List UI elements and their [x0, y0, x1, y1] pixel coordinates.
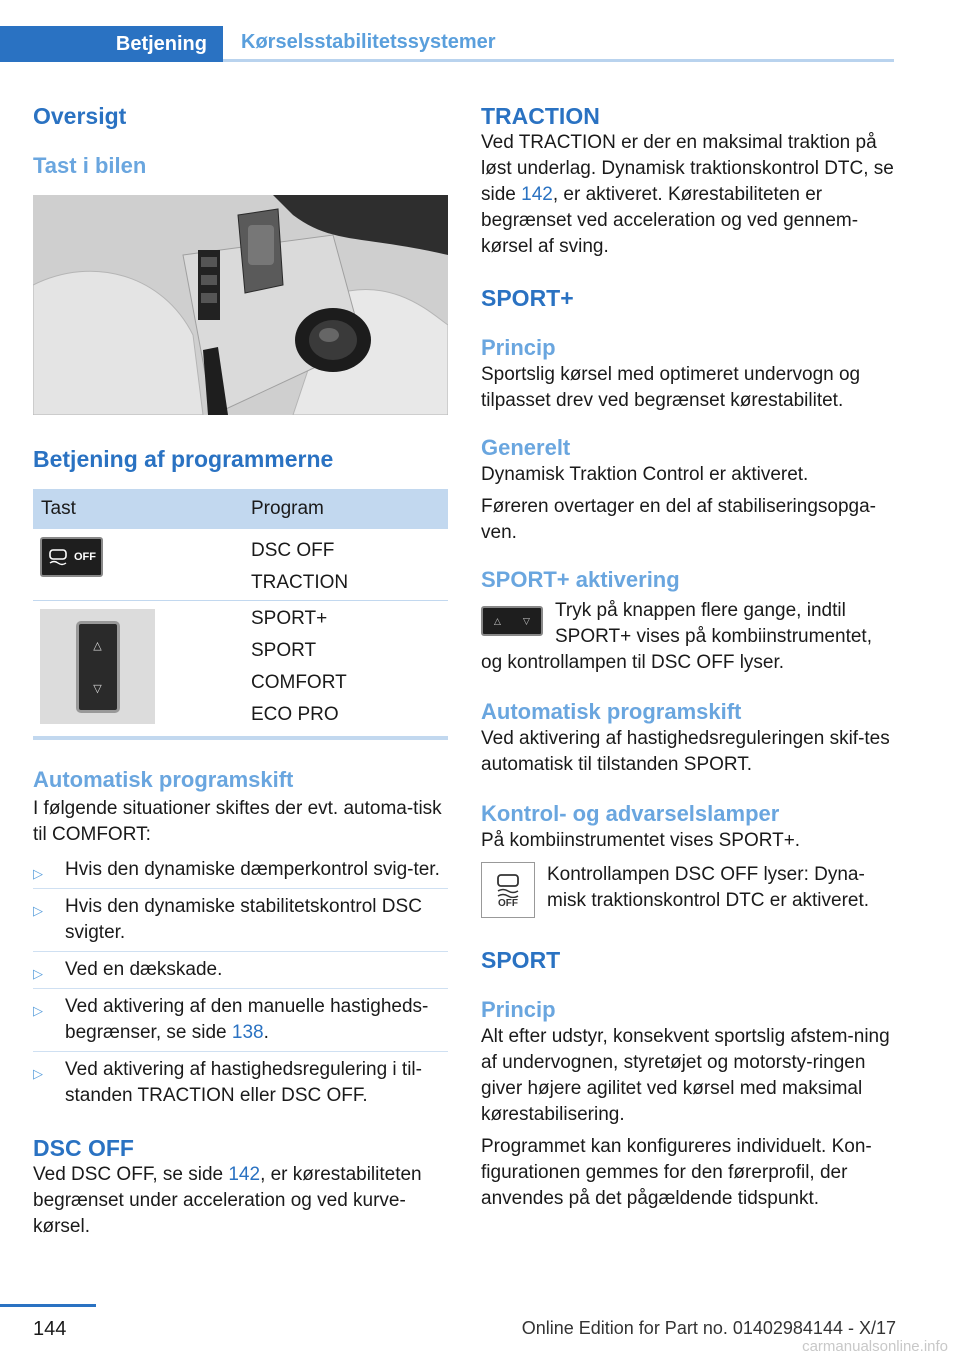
dsc-off-button[interactable]: [40, 537, 103, 577]
triangle-bullet-icon: ▷: [33, 1003, 43, 1018]
sport-plus-heading: SPORT+: [481, 285, 574, 311]
arrow-down-icon: ▽: [523, 615, 530, 626]
table-row: [33, 601, 448, 740]
program-eco-pro: ECO PRO: [251, 704, 339, 725]
sport-plus-principle-text: Sportslig kørsel med optimeret undervogn og tilpasset drev ved begrænset kørestabilitet.: [481, 364, 861, 411]
sport-plus-principle-heading: Princip: [481, 335, 556, 360]
triangle-bullet-icon: ▷: [33, 903, 43, 918]
page-link-142[interactable]: 142: [521, 184, 553, 205]
sport-plus-auto-text: Ved aktivering af hastighedsreguleringen skif-tes automatisk til tilstanden SPORT.: [481, 728, 890, 775]
dsc-off-text: Ved DSC OFF, se side 142, er kørestabiliteten begrænset under acceleration og ved kurve-kørsel.: [33, 1164, 422, 1237]
activation-text-2: og kontrollampen til DSC OFF lyser.: [481, 652, 785, 673]
lamp-block: [481, 862, 896, 918]
header-key: Tast: [41, 498, 76, 519]
sport-principle-text: Alt efter udstyr, konsekvent sportslig afstem-ning af undervognen, styretøjet og motorsty-ringen giver højere agilitet ved kørsel med maksimal kørestabilisering.: [481, 1026, 890, 1125]
list-item: ▷ Hvis den dynamiske stabilitetskontrol DSC svigter.: [33, 889, 448, 952]
sport-plus-general-heading: Generelt: [481, 435, 571, 460]
list-item: ▷ Hvis den dynamiske dæmperkontrol svig-ter.: [33, 852, 448, 889]
sport-plus-general-text-2: Føreren overtager en del af stabiliseringsopga-ven.: [481, 496, 876, 543]
arrow-up-icon: △: [494, 615, 501, 626]
sport-plus-general-text-1: Dynamisk Traktion Control er aktiveret.: [481, 464, 809, 485]
list-item: ▷ Ved en dækskade.: [33, 952, 448, 989]
activation-block: [481, 598, 896, 650]
auto-shift-intro: I følgende situationer skiftes der evt. automa-tisk til COMFORT:: [33, 798, 442, 845]
center-console-illustration: [33, 195, 448, 415]
dsc-off-heading: DSC OFF: [33, 1135, 134, 1161]
off-text-icon: OFF: [74, 551, 96, 563]
page-number: 144: [33, 1318, 67, 1340]
auto-shift-heading: Automatisk programskift: [33, 767, 294, 792]
chapter-tab[interactable]: [0, 26, 223, 62]
page-link-142[interactable]: 142: [228, 1164, 261, 1185]
center-console-image: [33, 195, 448, 415]
edition-text: Online Edition for Part no. 01402984144 - X/17: [521, 1318, 896, 1338]
header-program: Program: [251, 498, 324, 519]
lamps-text: På kombiinstrumentet vises SPORT+.: [481, 830, 801, 851]
page-link-138[interactable]: 138: [231, 1022, 264, 1043]
activation-text-1: Tryk på knappen flere gange, indtil SPORT+ vises på kombiinstrumentet,: [555, 600, 872, 647]
table-row: [33, 529, 448, 601]
mode-rocker-switch[interactable]: [76, 621, 120, 713]
overview-heading: Oversigt: [33, 103, 127, 129]
right-column: [481, 96, 896, 1212]
chapter-tab-label: Betjening: [115, 32, 207, 55]
program-dsc-off: DSC OFF: [251, 540, 335, 561]
footer-accent-line: [0, 1304, 96, 1307]
sport-config-text: Programmet kan konfigureres individuelt. Kon-figurationen gemmes for den førerprofil, der anvendes på det pågældende tidspunkt.: [481, 1136, 872, 1209]
table-header: [33, 489, 448, 529]
list-item: ▷ Ved aktivering af hastighedsregulering i til-standen TRACTION eller DSC OFF.: [33, 1059, 422, 1106]
rocker-button-image[interactable]: [481, 606, 543, 636]
watermark: carmanualsonline.info: [802, 1338, 948, 1355]
list-item: ▷ Ved aktivering af den manuelle hastigheds-begrænser, se side 138.: [33, 989, 448, 1052]
triangle-bullet-icon: ▷: [33, 866, 43, 881]
ops-heading: Betjening af programmerne: [33, 446, 334, 472]
auto-shift-list: [33, 852, 448, 1114]
lamps-heading: Kontrol- og advarselslamper: [481, 801, 780, 826]
dsc-off-lamp-icon: [481, 862, 535, 918]
sport-heading: SPORT: [481, 947, 561, 973]
section-title: Kørselsstabilitetssystemer: [223, 26, 894, 62]
skid-car-icon: [493, 872, 523, 898]
sport-principle-heading: Princip: [481, 997, 556, 1022]
program-traction: TRACTION: [251, 572, 349, 593]
skid-car-icon: [47, 546, 69, 568]
left-column: [33, 96, 448, 1240]
arrow-down-icon: ▽: [93, 682, 102, 695]
lamp-desc: Kontrollampen DSC OFF lyser: Dyna-misk traktionskontrol DTC er aktiveret.: [547, 864, 870, 911]
triangle-bullet-icon: ▷: [33, 966, 43, 981]
rocker-switch-image: [40, 609, 155, 724]
arrow-up-icon: △: [93, 639, 102, 652]
traction-heading: TRACTION: [481, 103, 600, 129]
key-heading: Tast i bilen: [33, 153, 147, 178]
sport-plus-auto-heading: Automatisk programskift: [481, 699, 742, 724]
program-sport-plus: SPORT+: [251, 608, 328, 629]
off-text-icon: OFF: [498, 897, 518, 909]
triangle-bullet-icon: ▷: [33, 1066, 43, 1081]
program-comfort: COMFORT: [251, 672, 347, 693]
program-table: [33, 489, 448, 740]
sport-plus-activation-heading: SPORT+ aktivering: [481, 567, 680, 592]
program-sport: SPORT: [251, 640, 317, 661]
traction-text: Ved TRACTION er der en maksimal traktion på løst underlag. Dynamisk traktionskontrol DTC, se side 142, er aktiveret. Kørestabiliteten er begrænset ved acceleration og ved gennem-kørsel af sving.: [481, 132, 894, 257]
